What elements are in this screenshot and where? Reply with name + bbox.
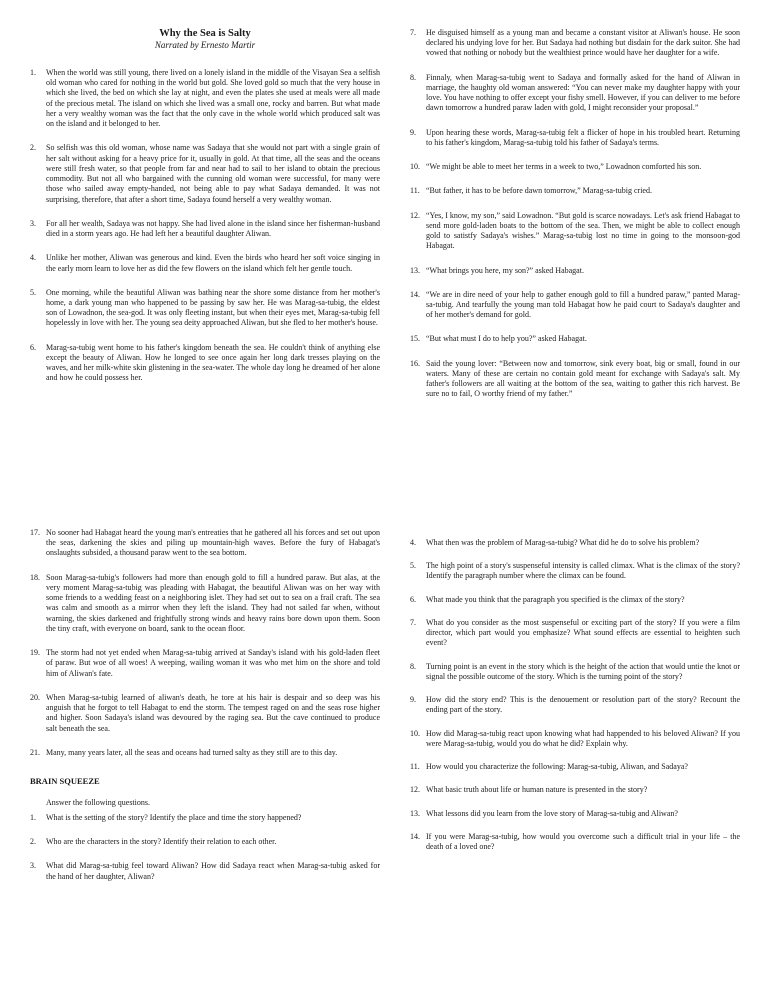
paragraph-number: 11.: [410, 186, 420, 196]
paragraph-text: Marag-sa-tubig went home to his father's kingdom beneath the sea. He couldn't think of anything else except the beauty of Aliwan. How he longed to see once again her long dark tresses playing on the waves, and her milk-white skin glistening in the sea-water. The whole day long he dreamed of her alone and how he could possess her.: [46, 342, 380, 383]
paragraph-text: When the world was still young, there lived on a lonely island in the middle of the Visayan Sea a selfish old woman who cared for nothing in the world but gold. She loved gold so much that the very house in which she lived, the bed on which she lay at night, and even the plates she used at meals were all made of the precious metal. The island on which she lived was a small one, rocky and barren. But what made her a very wealthy woman was the fact that the only cave in the whole world which produced salt was on the island and it belonged to her.: [46, 68, 380, 129]
question-item: [410, 618, 740, 649]
paragraph-item: [410, 211, 740, 252]
paragraph-text: “We might be able to meet her terms in a week to two,” Lowadnon comforted his son.: [426, 162, 702, 172]
paragraph-text: “Yes, I know, my son,” said Lowadnon. “But gold is scarce nowadays. Let's ask friend Habagat to send more gold-laden boats to the bottom of the sea. Then, we might be able to collect enough gold to satistfy Sadaya's wishes.” Marag-sa-tubig lost no time in going to the monsoon-god Habagat.: [426, 210, 740, 251]
paragraph-item: [410, 186, 740, 196]
paragraph-number: 2.: [30, 143, 36, 153]
paragraph-item: [30, 693, 380, 734]
question-text: What lessons did you learn from the love story of Marag-sa-tubig and Aliwan?: [426, 808, 678, 818]
paragraph-item: [30, 143, 380, 204]
question-number: 14.: [410, 831, 420, 841]
question-text: Turning point is an event in the story which is the height of the action that would untie the knot or signal the possible outcome of the story. Which is the turning point of the story?: [426, 661, 740, 681]
paragraph-text: “But what must I do to help you?” asked Habagat.: [426, 334, 587, 344]
question-number: 5.: [410, 561, 416, 571]
question-number: 10.: [410, 728, 420, 738]
paragraph-number: 12.: [410, 210, 420, 220]
paragraph-list: [30, 528, 380, 758]
paragraph-item: [30, 648, 380, 679]
paragraph-text: Upon hearing these words, Marag-sa-tubig felt a flicker of hope in his troubled heart. Returning to his father's kingdom, Marag-sa-tubig told his father of Sadaya's terms.: [426, 127, 740, 147]
question-item: [410, 762, 740, 772]
paragraph-item: [410, 73, 740, 114]
question-text: What do you consider as the most suspenseful or exciting part of the story? If you were a film director, which part would you emphasize? What sound effects are essential to heighten such event?: [426, 617, 740, 648]
question-item: [410, 595, 740, 605]
question-number: 6.: [410, 594, 416, 604]
paragraph-text: Many, many years later, all the seas and oceans had turned salty as they still are to this day.: [46, 747, 338, 757]
paragraph-number: 20.: [30, 692, 40, 702]
question-number: 8.: [410, 661, 416, 671]
paragraph-number: 5.: [30, 287, 36, 297]
paragraph-item: [410, 290, 740, 321]
paragraph-text: So selfish was this old woman, whose name was Sadaya that she would not part with a single grain of her salt without asking for a heavy price for it, usually in gold. At that time, all the seas and the oceans were still fresh water, so that people from far and near had to sail to her island to obtain the precious commodity. But not all who bargained with the cunning old woman were successful, for many were those who sailed away empty-handed, not being able to pay what Sadaya demanded. It was not surprising, therefore, that after a short time, Sadaya found herself a very wealthy woman.: [46, 143, 380, 204]
paragraph-text: “We are in dire need of your help to gather enough gold to fill a hundred paraw,” panted Marag-sa-tubig. And tearfully the young man told Habagat how he paid court to Sadaya's daughter and of her mother's demand for gold.: [426, 289, 740, 320]
paragraph-number: 7.: [410, 28, 416, 37]
paragraph-text: “What brings you here, my son?” asked Habagat.: [426, 265, 584, 275]
page-bottom: [0, 512, 768, 1006]
question-list: [30, 813, 380, 882]
paragraph-number: 19.: [30, 648, 40, 658]
question-item: [410, 538, 740, 548]
question-number: 11.: [410, 762, 420, 772]
paragraph-number: 15.: [410, 334, 420, 344]
paragraph-item: [410, 162, 740, 172]
question-text: How did Marag-sa-tubig react upon knowing what had happended to his beloved Aliwan? If you were Marag-sa-tubig, would you do what he did? Explain why.: [426, 728, 740, 748]
question-item: [410, 561, 740, 581]
paragraph-item: [410, 28, 740, 59]
story-title: Why the Sea is Salty: [159, 28, 251, 39]
question-text: The high point of a story's suspenseful intensity is called climax. What is the climax of the story? Identify the paragraph number where the climax can be found.: [426, 561, 740, 581]
paragraph-text: The storm had not yet ended when Marag-sa-tubig arrived at Sanday's island with his gold-laden fleet of paraw. But woe of all woes! A weeping, wailing woman it was who met him on the shore and told him of Aliwan's fate.: [46, 648, 380, 678]
paragraph-number: 14.: [410, 289, 420, 299]
paragraph-text: When Marag-sa-tubig learned of aliwan's death, he tore at his hair is despair and so deep was his anguish that he forgot to tell Habagat to end the storm. The tempest raged on and the seas rose higher and higher. Soon Sadaya's island was devoured by the raging sea. But the cave continued to produce salt beneath the sea.: [46, 692, 380, 733]
paragraph-text: Unlike her mother, Aliwan was generous and kind. Even the birds who heard her soft voice singing in the early morn learn to love her as did the few flowers on the island which felt her gentle touch.: [46, 253, 380, 273]
question-text: What basic truth about life or human nature is presented in the story?: [426, 785, 648, 795]
question-number: 2.: [30, 837, 36, 847]
paragraph-list: [30, 68, 380, 384]
paragraph-item: [30, 748, 380, 758]
paragraph-text: No sooner had Habagat heard the young man's entreaties that he gathered all his forces and set out upon the seas, darkening the skies and piling up mountain-high waves. Before the fury of Habagat's onslaughts subsided, a thousand paraw went to the sea bottom.: [46, 528, 380, 558]
question-item: [410, 729, 740, 749]
paragraph-number: 10.: [410, 162, 420, 172]
left-column-top: [30, 28, 380, 384]
question-number: 13.: [410, 808, 420, 818]
paragraph-number: 17.: [30, 528, 40, 537]
paragraph-item: [30, 528, 380, 559]
question-number: 4.: [410, 538, 416, 547]
paragraph-item: [30, 68, 380, 129]
question-text: What then was the problem of Marag-sa-tubig? What did he do to solve his problem?: [426, 538, 700, 547]
paragraph-number: 16.: [410, 358, 420, 368]
section-heading: BRAIN SQUEEZE: [30, 775, 100, 786]
paragraph-text: He disguised himself as a young man and became a constant visitor at Aliwan's house. He soon declared his undying love for her. But Sadaya had nothing but disdain for the dark suitor. She had vowed that nothing or nobody but the wealthiest prince would have her daughter for a wife.: [426, 28, 740, 58]
question-text: How would you characterize the following: Marag-sa-tubig, Aliwan, and Sadaya?: [426, 762, 688, 772]
question-item: [30, 813, 380, 823]
paragraph-text: One morning, while the beautiful Aliwan was bathing near the shore some distance from her mother's home, a dark young man who happened to be passing by saw her. He was Marag-sa-tubig, the eldest son of Lowadnon, the sea-god. It was only fleeting instant, but when their eyes met, Marag-sa-tubig fell hopelessly in love with her. The young sea deity approached Aliwan, but she fled to her mother's house.: [46, 287, 380, 328]
left-column-bottom: [30, 528, 380, 896]
paragraph-list: [410, 28, 740, 400]
paragraph-number: 21.: [30, 747, 40, 757]
paragraph-item: [30, 253, 380, 273]
question-text: What made you think that the paragraph you specified is the climax of the story?: [426, 594, 685, 604]
paragraph-item: [30, 343, 380, 384]
paragraph-text: Finnaly, when Marag-sa-tubig went to Sadaya and formally asked for the hand of Aliwan in marriage, the haughty old woman answered: “You can never make my daughter happy with your love. You have nothing to offer except your fishy smell. However, if you can deliver to me before dawn tomorrow a hundred paraw laden with gold, I might reconsider your proposal.”: [426, 72, 740, 113]
paragraph-item: [410, 128, 740, 148]
question-item: [410, 695, 740, 715]
paragraph-text: Soon Marag-sa-tubig's followers had more than enough gold to fill a hundred paraw. But alas, at the very moment Marag-sa-tubig was pleading with Habagat, the beautiful Aliwan was on her way with some friends to a wedding feast on a neighboring islet. They had set out to sea on a frail craft. The sea was calm and smooth as a mirror when they left the island. They had not sailed far when, without warning, the skies darkened and frightfully strong winds and heavy rains bore down upon them. Soon the tiny craft, with everyone on board, sank to the ocean floor.: [46, 572, 380, 633]
question-item: [410, 785, 740, 795]
paragraph-number: 1.: [30, 68, 36, 77]
paragraph-number: 9.: [410, 127, 416, 137]
paragraph-number: 8.: [410, 72, 416, 82]
question-item: [410, 832, 740, 852]
paragraph-number: 6.: [30, 342, 36, 352]
question-number: 7.: [410, 617, 416, 627]
question-item: [30, 861, 380, 881]
paragraph-number: 13.: [410, 265, 420, 275]
paragraph-text: For all her wealth, Sadaya was not happy. She had lived alone in the island since her fisherman-husband died in a storm years ago. He had left her a beautiful daughter Aliwan.: [46, 218, 380, 239]
question-text: What is the setting of the story? Identify the place and time the story happened?: [46, 812, 302, 822]
paragraph-text: “But father, it has to be before dawn tomorrow,” Marag-sa-tubig cried.: [426, 186, 652, 196]
question-text: If you were Marag-sa-tubig, how would you overcome such a difficult trial in your life – the death of a loved one?: [426, 831, 740, 851]
paragraph-item: [410, 359, 740, 400]
paragraph-item: [30, 219, 380, 239]
section-intro: Answer the following questions.: [46, 797, 150, 807]
question-number: 9.: [410, 695, 416, 705]
paragraph-item: [410, 266, 740, 276]
question-number: 12.: [410, 785, 420, 795]
question-list: [410, 538, 740, 852]
paragraph-item: [30, 573, 380, 634]
question-item: [30, 837, 380, 847]
right-column-top: [410, 28, 740, 400]
question-number: 1.: [30, 812, 36, 822]
question-text: How did the story end? This is the denouement or resolution part of the story? Recount the ending part of the story.: [426, 695, 740, 715]
question-item: [410, 809, 740, 819]
story-subtitle: Narrated by Ernesto Martir: [154, 40, 256, 50]
question-number: 3.: [30, 861, 36, 871]
question-text: Who are the characters in the story? Identify their relation to each other.: [46, 837, 277, 847]
paragraph-text: Said the young lover: “Between now and tomorrow, sink every boat, big or small, found in our waters. Many of these are certain no contain gold meant for exchange with Sadaya's salt. My father's followers are all waiting at the bottom of the sea, waiting to gather this rich harvest. Be sure no to fail, O worthy friend of my father.”: [426, 358, 740, 399]
question-item: [410, 662, 740, 682]
paragraph-item: [410, 334, 740, 344]
question-text: What did Marag-sa-tubig feel toward Aliwan? How did Sadaya react when Marag-sa-tubig asked for the hand of her daughter, Aliwan?: [46, 861, 380, 881]
paragraph-number: 18.: [30, 572, 40, 582]
paragraph-item: [30, 288, 380, 329]
paragraph-number: 3.: [30, 218, 36, 228]
paragraph-number: 4.: [30, 253, 36, 263]
right-column-bottom: [410, 538, 740, 865]
